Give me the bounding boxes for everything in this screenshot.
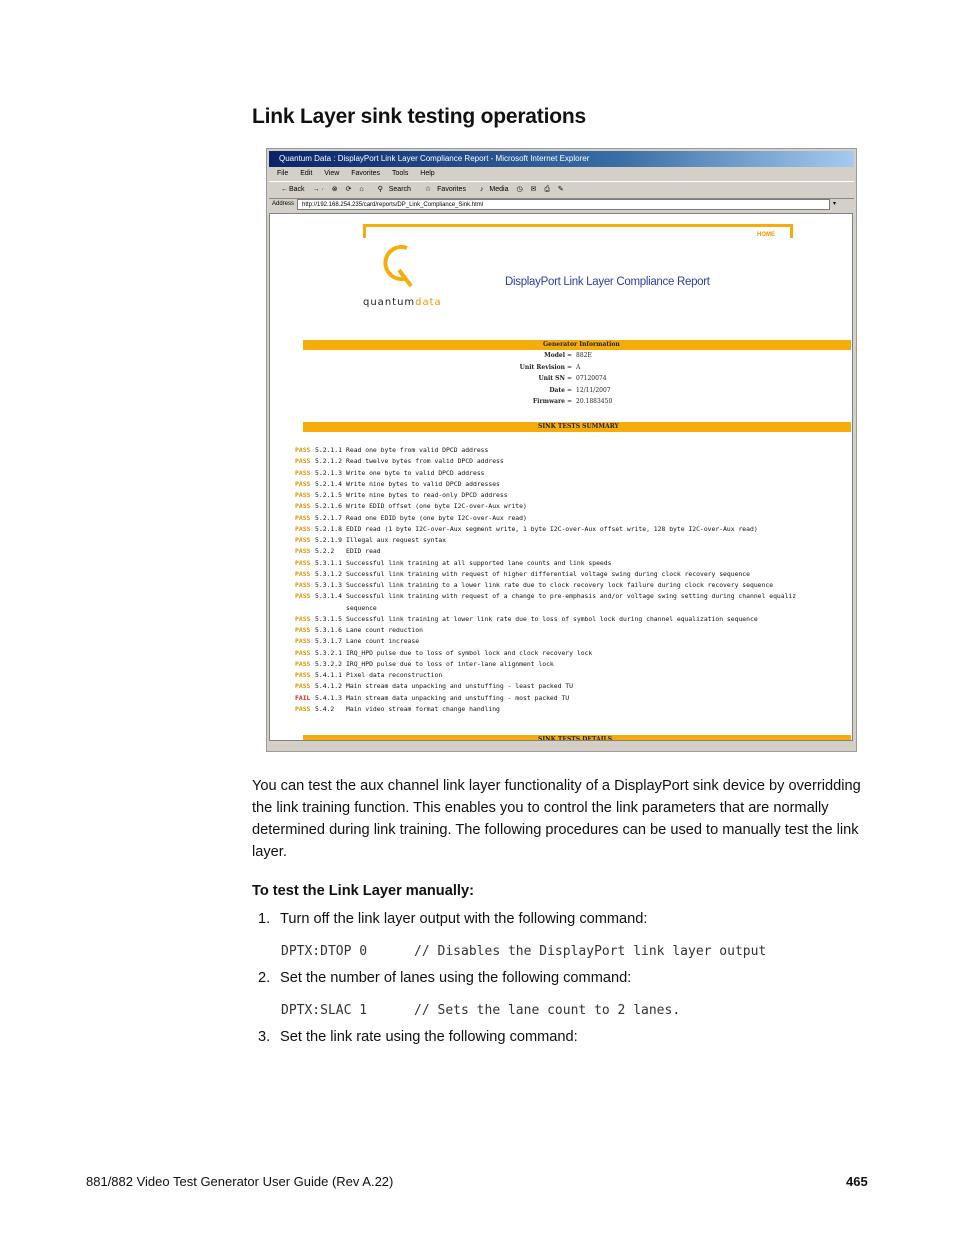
info-equals: = (567, 352, 573, 359)
forward-icon[interactable]: → · (312, 186, 324, 193)
test-result-row (295, 581, 773, 589)
status-badge: PASS (295, 648, 311, 657)
test-result-row (295, 469, 485, 477)
test-id: 5.2.1.7 (315, 513, 342, 522)
brand-wordmark: quantumdata (363, 297, 442, 308)
section-heading: Link Layer sink testing operations (252, 105, 586, 128)
test-description: Main video stream format change handling (346, 704, 500, 713)
test-result-row (295, 615, 758, 623)
stop-icon[interactable]: ⊗ (331, 186, 338, 193)
summary-header: SINK TESTS SUMMARY (538, 423, 619, 430)
test-description: Successful link training to a lower link rate due to clock recovery lock failure during clock recovery sequence (346, 581, 774, 589)
refresh-icon[interactable]: ⟳ (345, 186, 352, 193)
info-value: A (576, 363, 581, 371)
test-result-row (295, 491, 508, 499)
test-result-row (295, 446, 488, 454)
info-value: 12/11/2007 (576, 386, 611, 394)
test-result-row (295, 457, 504, 465)
browser-screenshot (266, 148, 857, 752)
info-value: 882E (576, 352, 592, 359)
info-label: Model (544, 352, 565, 359)
test-id: 5.4.1.3 (315, 693, 342, 702)
quantumdata-logo-icon (377, 240, 421, 290)
test-description: Read one EDID byte (one byte I2C-over-Aux read) (346, 513, 527, 522)
test-description: Illegal aux request syntax (346, 536, 447, 544)
intro-paragraph: You can test the aux channel link layer functionality of a DisplayPort sink device by overridding the link training function. This enables you to control the link parameters that are normally determined during link training. The following procedures can be used to manually test the link layer. (252, 778, 861, 860)
details-header: SINK TESTS DETAILS (538, 736, 613, 741)
test-id: 5.3.1.1 (315, 558, 342, 567)
status-badge: PASS (295, 569, 311, 578)
step-1 (258, 911, 647, 927)
test-id: 5.2.1.1 (315, 446, 342, 454)
step-text: Set the number of lanes using the following command: (280, 970, 632, 986)
favorites-button[interactable]: ☆ Favorites (424, 186, 466, 193)
test-description: IRQ_HPD pulse due to loss of symbol lock and clock recovery lock (346, 648, 593, 657)
command-code-1: DPTX:DTOP 0 // Disables the DisplayPort link layer output (281, 944, 767, 959)
test-description: Read twelve bytes from valid DPCD address (346, 457, 504, 466)
info-value: 07120074 (576, 375, 607, 382)
print-icon[interactable]: ⎙ (544, 186, 550, 193)
test-result-row (295, 570, 750, 578)
test-description: Write nine bytes to valid DPCD addresses (346, 479, 500, 488)
test-description: Successful link training at all supported lane counts and link speeds (346, 558, 612, 567)
page-number: 465 (846, 1174, 868, 1189)
test-description: Successful link training at lower link rate due to loss of symbol lock during channel equalization sequence (346, 614, 758, 623)
test-id: 5.4.2 (315, 704, 335, 713)
test-id: 5.2.1.3 (315, 468, 342, 477)
status-badge: PASS (295, 536, 311, 544)
step-number: 2. (258, 970, 271, 986)
step-text: Set the link rate using the following command: (280, 1029, 578, 1045)
menu-edit[interactable]: Edit (300, 170, 313, 177)
status-badge: PASS (295, 626, 311, 634)
back-icon: ← (281, 186, 288, 193)
address-input[interactable]: http://192.168.254.235/card/reports/DP_Link_Compliance_Sink.html (297, 199, 837, 210)
star-icon: ☆ (424, 186, 432, 193)
test-result-row (295, 604, 377, 612)
test-result-row (295, 525, 758, 533)
report-title: DisplayPort Link Layer Compliance Report (505, 276, 710, 288)
test-id: 5.2.1.5 (315, 491, 342, 499)
search-icon: ⚲ (377, 186, 383, 193)
test-result-row (295, 694, 569, 702)
test-id: 5.3.2.1 (315, 648, 342, 657)
header-rule-right (790, 224, 793, 238)
status-badge: PASS (295, 682, 311, 691)
search-button[interactable]: ⚲ Search (377, 186, 411, 193)
test-id: 5.3.1.3 (315, 581, 342, 589)
info-value: 20.1883450 (576, 398, 613, 405)
test-result-row (295, 682, 573, 690)
test-id: 5.3.2.2 (315, 659, 342, 668)
info-equals: = (567, 386, 573, 394)
menu-favorites[interactable]: Favorites (351, 170, 381, 177)
test-description: Write one byte to valid DPCD address (346, 468, 485, 477)
status-badge: PASS (295, 671, 311, 679)
info-label: Date (549, 386, 565, 394)
status-badge: PASS (295, 524, 311, 533)
test-result-row (295, 547, 381, 555)
test-result-row (295, 671, 442, 679)
test-id: 5.4.1.1 (315, 671, 342, 679)
report-page (269, 213, 853, 741)
status-badge: PASS (295, 704, 311, 713)
info-label: Unit SN (538, 375, 565, 382)
step-number: 1. (258, 911, 271, 927)
test-result-row (295, 536, 446, 544)
menu-view[interactable]: View (324, 170, 340, 177)
test-id: 5.2.1.8 (315, 524, 342, 533)
status-badge: PASS (295, 637, 311, 646)
history-icon[interactable]: ◷ (516, 186, 523, 193)
test-id: 5.4.1.2 (315, 682, 342, 691)
test-description: Main stream data unpacking and unstuffing - most packed TU (346, 693, 570, 702)
procedure-heading: To test the Link Layer manually: (252, 883, 474, 899)
home-icon[interactable]: ⌂ (359, 186, 364, 193)
test-description: Successful link training with request of higher differential voltage swing during clock recovery sequence (346, 569, 750, 578)
step-text: Turn off the link layer output with the following command: (280, 911, 648, 927)
test-id: 5.3.1.7 (315, 637, 342, 646)
test-result-row (295, 592, 796, 600)
test-description: EDID read (346, 547, 381, 556)
info-equals: = (567, 375, 573, 382)
test-result-row (295, 559, 611, 567)
test-description: Lane count increase (346, 637, 420, 646)
step-2 (258, 970, 631, 986)
test-id: 5.2.2 (315, 547, 335, 556)
status-badge: PASS (295, 581, 311, 589)
status-badge: PASS (295, 558, 311, 567)
test-id: 5.3.1.2 (315, 569, 342, 578)
step-number: 3. (258, 1029, 271, 1045)
test-description: EDID read (1 byte I2C-over-Aux segment write, 1 byte I2C-over-Aux offset write, 128 byte I2C-over-Aux read) (346, 524, 758, 533)
address-bar (269, 197, 854, 212)
media-button[interactable]: ♪ Media (479, 186, 509, 193)
chevron-down-icon[interactable]: ▾ (829, 199, 839, 210)
test-id: 5.2.1.4 (315, 479, 342, 488)
status-badge: FAIL (295, 693, 311, 702)
menu-file[interactable]: File (277, 170, 289, 177)
info-label: Unit Revision (519, 363, 565, 371)
generator-info-list (430, 352, 730, 412)
status-badge: PASS (295, 491, 311, 499)
test-description: Pixel data reconstruction (346, 671, 443, 679)
test-result-row (295, 502, 527, 510)
status-badge: PASS (295, 446, 311, 454)
edit-icon[interactable]: ✎ (557, 186, 564, 193)
back-button[interactable]: ←Back (281, 186, 305, 193)
test-id: 5.2.1.6 (315, 502, 342, 511)
test-results-list (270, 446, 853, 716)
status-badge: PASS (295, 468, 311, 477)
test-description: Successful link training with request of a change to pre-emphasis and/or voltage swing setting during channel equaliz (346, 592, 797, 601)
mail-icon[interactable]: ✉ (530, 186, 537, 193)
address-label: Address (272, 201, 295, 207)
info-equals: = (567, 363, 573, 371)
browser-title-bar: Quantum Data : DisplayPort Link Layer Compliance Report - Microsoft Internet Explorer (269, 151, 854, 167)
test-id: 5.3.1.5 (315, 614, 342, 623)
status-badge: PASS (295, 592, 311, 601)
test-description: Read one byte from valid DPCD address (346, 446, 489, 454)
header-rule-left (363, 224, 366, 238)
test-result-row (295, 626, 423, 634)
status-badge: PASS (295, 614, 311, 623)
test-id: 5.3.1.6 (315, 626, 342, 634)
status-badge: PASS (295, 659, 311, 668)
home-link[interactable]: HOME (757, 232, 775, 238)
test-result-row (295, 660, 554, 668)
test-description: Lane count reduction (346, 626, 423, 634)
generator-info-header: Generator Information (543, 341, 620, 348)
test-description: sequence (346, 603, 377, 612)
status-badge: PASS (295, 457, 311, 466)
test-result-row (295, 705, 500, 713)
test-result-row (295, 637, 419, 645)
test-id: 5.3.1.4 (315, 592, 342, 601)
status-badge: PASS (295, 513, 311, 522)
test-id: 5.2.1.2 (315, 457, 342, 466)
command-code-2: DPTX:SLAC 1 // Sets the lane count to 2 lanes. (281, 1003, 681, 1018)
test-result-row (295, 649, 592, 657)
test-description: Main stream data unpacking and unstuffing - least packed TU (346, 682, 574, 691)
menu-tools[interactable]: Tools (392, 170, 409, 177)
test-description: Write nine bytes to read-only DPCD address (346, 491, 508, 499)
footer-title: 881/882 Video Test Generator User Guide (Rev A.22) (86, 1174, 394, 1189)
test-description: IRQ_HPD pulse due to loss of inter-lane alignment lock (346, 659, 554, 668)
browser-menu-bar (269, 167, 854, 181)
step-3 (258, 1029, 578, 1045)
test-result-row (295, 480, 500, 488)
info-equals: = (567, 398, 573, 405)
test-description: Write EDID offset (one byte I2C-over-Aux write) (346, 502, 527, 511)
status-badge: PASS (295, 479, 311, 488)
media-icon: ♪ (479, 186, 484, 193)
menu-help[interactable]: Help (420, 170, 435, 177)
info-label: Firmware (532, 398, 565, 405)
test-id: 5.2.1.9 (315, 536, 342, 544)
status-badge: PASS (295, 502, 311, 511)
test-result-row (295, 514, 527, 522)
status-badge: PASS (295, 547, 311, 556)
header-rule (363, 224, 793, 227)
